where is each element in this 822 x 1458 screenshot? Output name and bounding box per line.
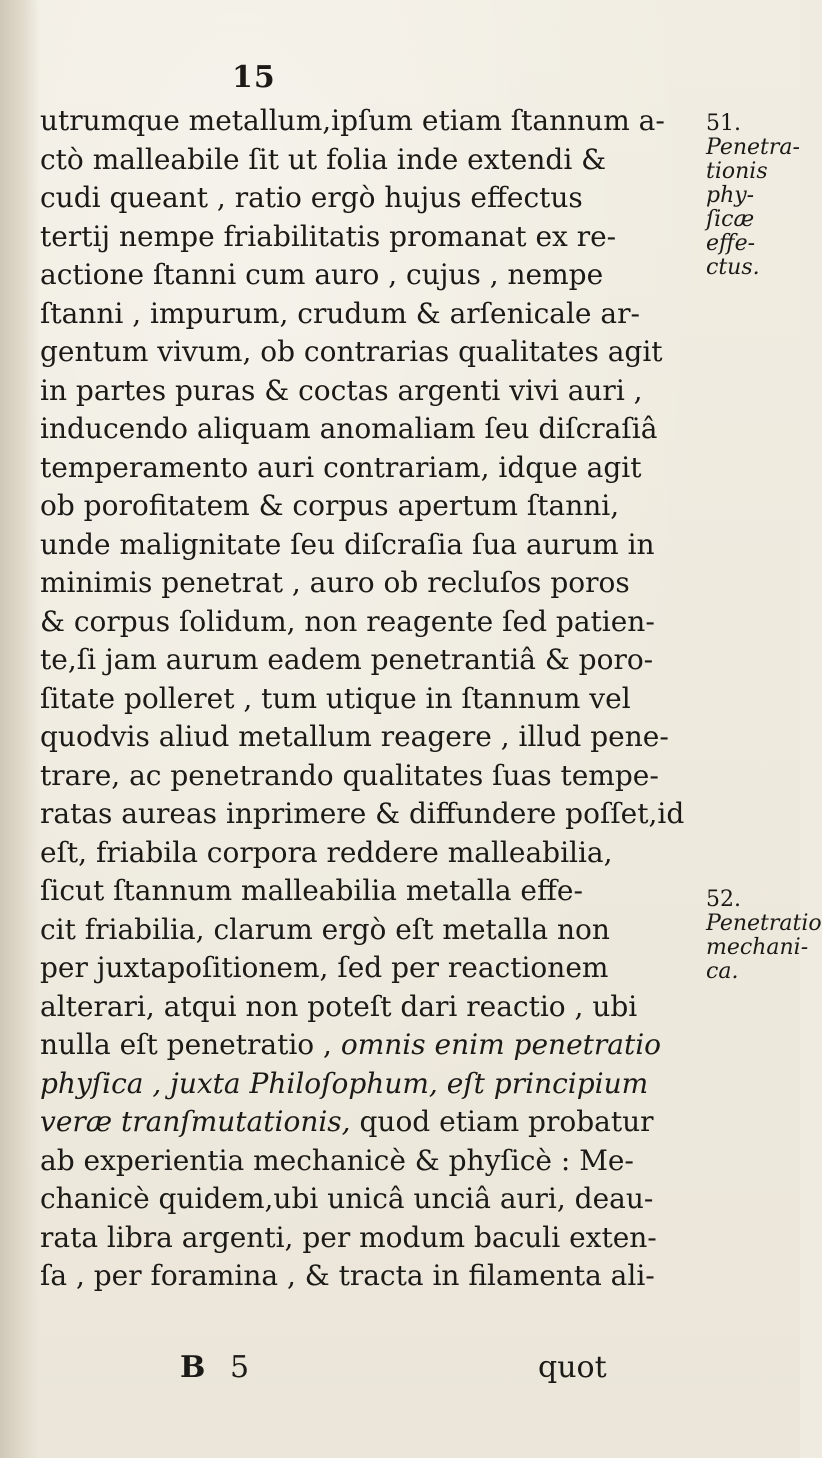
text-line: quodvis aliud metallum reagere , illud pene- (40, 720, 669, 753)
text-line: eſt, friabila corpora reddere malleabilia, (40, 835, 613, 869)
text-line (40, 1103, 720, 1142)
text-line: & corpus ſolidum, non reagente ſed patien- (40, 604, 655, 638)
margin-note-text: Penetratio mechani- ca. (706, 911, 822, 984)
text-line: gentum vivum, ob contrarias qualitates agit (40, 335, 663, 368)
text-line: in partes puras & coctas argenti vivi auri , (40, 373, 643, 407)
text-line: alterari, atqui non poteſt dari reactio , ubi (40, 989, 638, 1023)
text-run: nulla eſt penetratio , (40, 1028, 332, 1061)
text-line: te,ſi jam aurum eadem penetrantiâ & poro- (40, 643, 654, 676)
text-line: per juxtapoſitionem, ſed per reactionem (40, 951, 609, 984)
margin-note-number: 52. (706, 887, 741, 912)
text-line: minimis penetrat , auro ob recluſos poros (40, 566, 630, 599)
italic-run: veræ tranſmutationis, (40, 1105, 351, 1138)
text-line: unde malignitate ſeu diſcraſia ſua aurum in (40, 527, 655, 561)
margin-note-text: Penetra- tionis phy- ſicæ effe- ctus. (706, 135, 800, 280)
text-line: ab experientia mechanicè & phyſicè : Me- (40, 1143, 634, 1177)
text-line: trare, ac penetrando qualitates ſuas tempe- (40, 758, 659, 792)
signature-number: 5 (230, 1350, 250, 1385)
signature-mark: B (180, 1350, 206, 1385)
text-line (40, 1026, 720, 1065)
margin-note (706, 887, 822, 984)
text-line: ctò malleabile ſit ut folia inde extendi & (40, 142, 607, 176)
italic-run: phyſica , juxta Philoſophum, eſt principium (40, 1066, 649, 1100)
text-line: inducendo aliquam anomaliam ſeu diſcraſiâ (40, 412, 658, 445)
text-line: ratas aureas inprimere & diffundere poſſet,id (40, 797, 685, 830)
text-line: ob porofitatem & corpus apertum ſtanni, (40, 489, 620, 522)
text-line (40, 1065, 720, 1104)
text-line: rata libra argenti, per modum baculi exten- (40, 1220, 657, 1254)
signature-line (180, 1348, 700, 1388)
page-gutter-shadow (0, 0, 40, 1458)
page-number: 15 (232, 60, 276, 95)
text-line: ſa , per foramina , & tracta in filamenta ali- (40, 1259, 655, 1292)
text-line: utrumque metallum,ipſum etiam ſtannum a- (40, 104, 665, 137)
text-line: chanicè quidem,ubi unicâ unciâ auri, deau- (40, 1182, 654, 1215)
text-line: ſicut ſtannum malleabilia metalla effe- (40, 874, 583, 907)
text-line: cit friabilia, clarum ergò eſt metalla non (40, 912, 610, 946)
italic-run: omnis enim penetratio (340, 1028, 662, 1061)
margin-note-number: 51. (706, 111, 741, 136)
body-text (40, 102, 720, 1296)
text-line: ſitate polleret , tum utique in ſtannum vel (40, 681, 631, 715)
catchword: quot (538, 1350, 607, 1385)
text-line: cudi queant , ratio ergò hujus effectus (40, 181, 583, 214)
text-line: actione ſtanni cum auro , cujus , nempe (40, 258, 604, 291)
margin-note (706, 112, 800, 280)
text-line: ſtanni , impurum, crudum & arſenicale ar- (40, 296, 640, 330)
text-line: tertij nempe friabilitatis promanat ex re- (40, 219, 617, 253)
text-run: quod etiam probatur (359, 1105, 654, 1138)
text-line: temperamento auri contrariam, idque agit (40, 450, 642, 484)
